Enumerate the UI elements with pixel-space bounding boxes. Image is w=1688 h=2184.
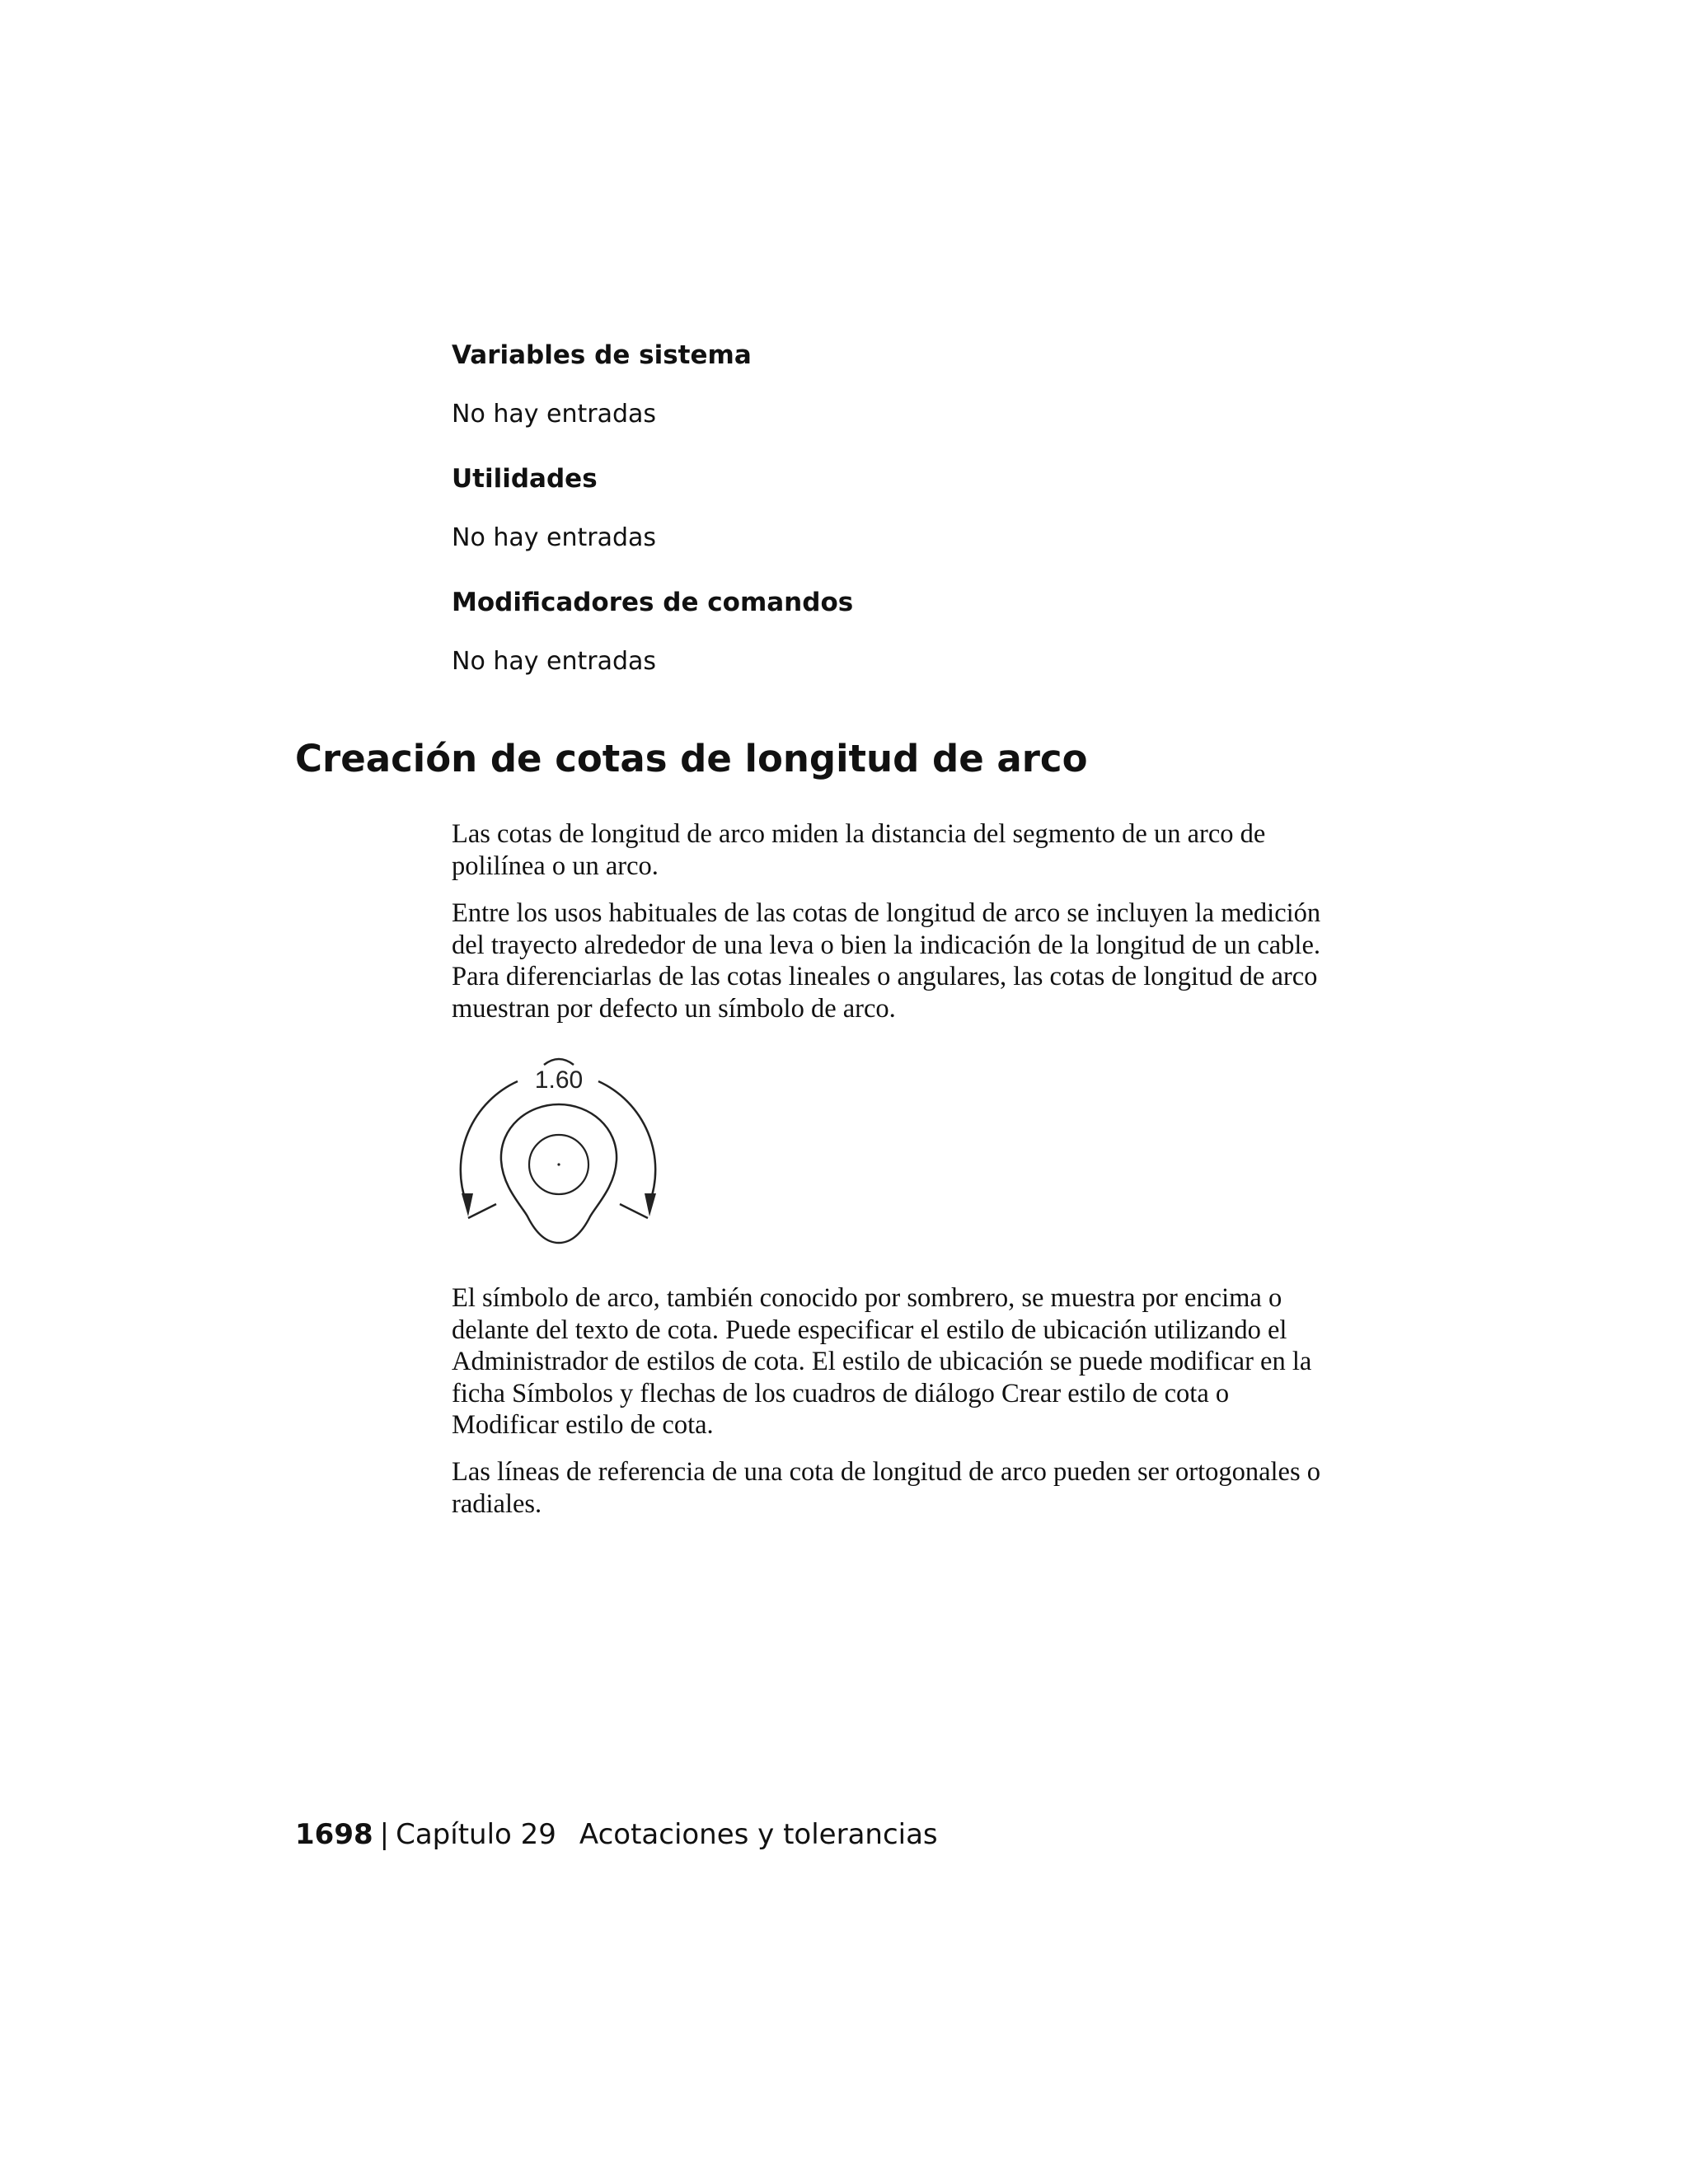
dimension-arc-right — [598, 1081, 655, 1203]
entry-variables-de-sistema: No hay entradas — [452, 400, 657, 429]
subheading-utilidades: Utilidades — [452, 464, 598, 494]
chapter-title: Acotaciones y tolerancias — [579, 1818, 938, 1851]
cam-outline — [501, 1104, 617, 1243]
arrowhead-left — [462, 1193, 473, 1216]
arrowhead-right — [645, 1193, 656, 1216]
chapter-label: Capítulo 29 — [396, 1818, 556, 1851]
arc-length-dimension-figure — [452, 1045, 666, 1259]
footer-separator: | — [379, 1818, 390, 1851]
dimension-text: 1.60 — [534, 1066, 584, 1094]
extension-line-left — [468, 1204, 496, 1218]
paragraph-simbolo: El símbolo de arco, también conocido por sombrero, se muestra por encima o delante del texto de cota. Puede especificar el estilo de ubicación utilizando el Administrador de estilos de cota. El estilo de ubicación se puede modificar en la ficha Símbolos y flechas de los cuadros de diálogo Crear estilo de cota o Modificar estilo de cota. — [452, 1283, 1312, 1440]
extension-line-right — [620, 1204, 648, 1218]
subheading-modificadores-de-comandos: Modificadores de comandos — [452, 588, 854, 617]
entry-utilidades: No hay entradas — [452, 523, 657, 552]
paragraph-usos: Entre los usos habituales de las cotas de longitud de arco se incluyen la medición del trayecto alrededor de una leva o bien la indicación de la longitud de un cable. Para diferenciarlas de las cotas lineales o angulares, las cotas de longitud de arco muestran por defecto un símbolo de arco. — [452, 898, 1321, 1024]
page-number: 1698 — [295, 1818, 373, 1851]
section-title: Creación de cotas de longitud de arco — [295, 737, 1088, 780]
paragraph-lineas-referencia: Las líneas de referencia de una cota de longitud de arco pueden ser ortogonales o radiales. — [452, 1457, 1320, 1519]
paragraph-intro: Las cotas de longitud de arco miden la distancia del segmento de un arco de polilínea o un arco. — [452, 819, 1266, 881]
page-footer — [295, 1818, 938, 1851]
cam-drawing — [452, 1045, 666, 1259]
dimension-arc-left — [461, 1081, 518, 1203]
entry-modificadores-de-comandos: No hay entradas — [452, 647, 657, 676]
center-point — [557, 1163, 560, 1165]
arc-symbol-icon — [544, 1059, 574, 1065]
subheading-variables-de-sistema: Variables de sistema — [452, 340, 752, 370]
